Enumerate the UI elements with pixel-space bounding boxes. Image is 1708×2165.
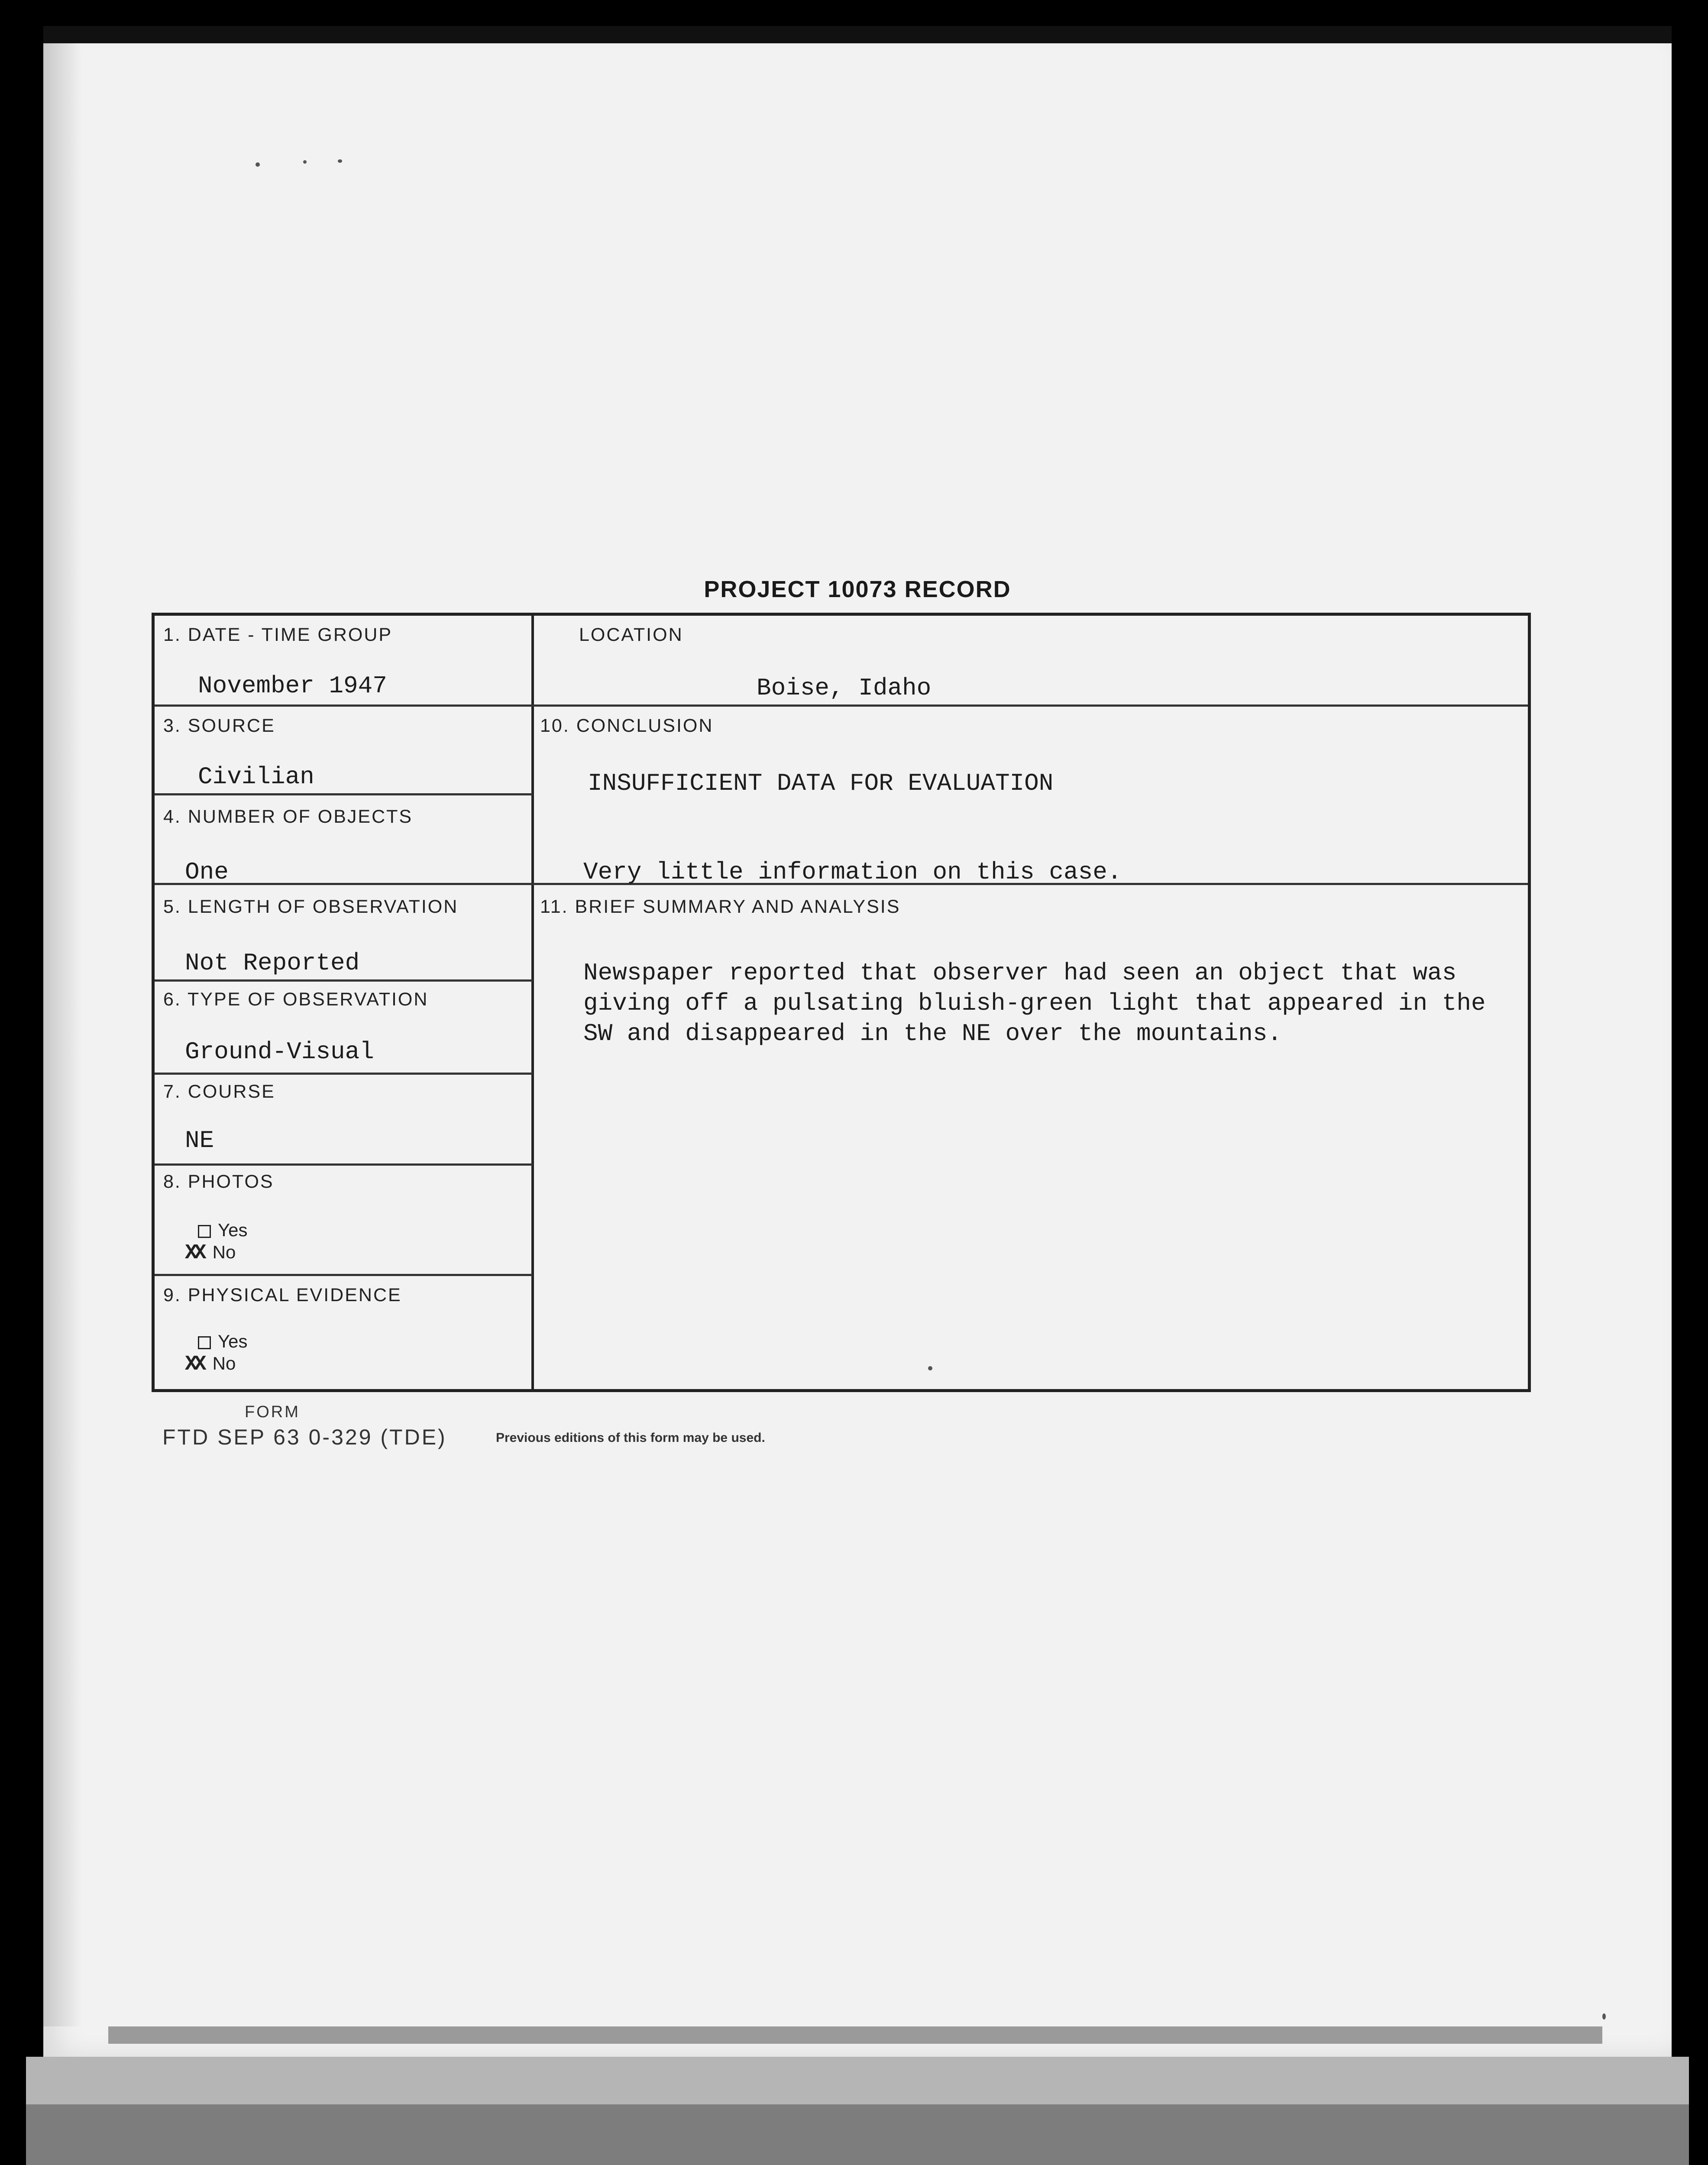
row-divider	[155, 979, 533, 982]
photos-no-mark: XX	[185, 1241, 203, 1265]
speck	[1602, 2013, 1606, 2020]
type-value: Ground-Visual	[185, 1038, 374, 1066]
summary-line: Newspaper reported that observer had seen an object that was	[583, 959, 1457, 987]
length-value: Not Reported	[185, 949, 360, 977]
summary-line: SW and disappeared in the NE over the mountains.	[583, 1020, 1282, 1047]
row-divider	[155, 793, 533, 795]
location-value: Boise, Idaho	[757, 674, 932, 702]
date-value: November 1947	[198, 672, 387, 700]
photos-no-text: No	[212, 1242, 236, 1262]
record-title: PROJECT 10073 RECORD	[704, 576, 1011, 602]
row-divider	[155, 1163, 533, 1166]
left-edge-shadow	[43, 43, 82, 2026]
row-divider	[155, 1274, 533, 1276]
form-id: FTD SEP 63 0-329 (TDE)	[162, 1425, 447, 1449]
conclusion-label: 10. CONCLUSION	[540, 715, 714, 736]
objects-value: One	[185, 858, 229, 886]
evidence-label: 9. PHYSICAL EVIDENCE	[163, 1285, 402, 1305]
record-form	[152, 613, 1531, 1392]
date-label: 1. DATE - TIME GROUP	[163, 624, 393, 645]
photos-yes-option	[198, 1220, 248, 1241]
conclusion-value: INSUFFICIENT DATA FOR EVALUATION	[588, 769, 1054, 797]
summary-text	[583, 958, 1553, 1049]
evidence-no-mark: XX	[185, 1353, 203, 1376]
location-label: LOCATION	[579, 624, 683, 645]
column-divider	[531, 616, 534, 1389]
evidence-yes-checkbox	[198, 1336, 211, 1349]
speck	[338, 159, 342, 163]
summary-line: giving off a pulsating bluish-green light that appeared in the	[583, 989, 1486, 1017]
course-label: 7. COURSE	[163, 1081, 275, 1102]
speck	[303, 160, 307, 164]
photos-label: 8. PHOTOS	[163, 1171, 274, 1192]
photos-yes-checkbox	[198, 1225, 211, 1238]
previous-editions-note: Previous editions of this form may be used.	[496, 1431, 765, 1445]
bottom-edge-shadow	[108, 2026, 1602, 2044]
scan-margin-light	[26, 2057, 1689, 2104]
length-label: 5. LENGTH OF OBSERVATION	[163, 896, 459, 917]
row-divider	[155, 704, 1528, 707]
photos-no-option	[185, 1241, 236, 1265]
top-edge	[43, 26, 1672, 43]
scan-margin	[26, 2057, 1689, 2165]
photos-yes-text: Yes	[218, 1220, 248, 1240]
objects-label: 4. NUMBER OF OBJECTS	[163, 806, 413, 827]
evidence-no-option	[185, 1353, 236, 1376]
form-word: FORM	[245, 1403, 300, 1421]
type-label: 6. TYPE OF OBSERVATION	[163, 989, 429, 1010]
conclusion-note: Very little information on this case.	[583, 858, 1122, 886]
source-label: 3. SOURCE	[163, 715, 275, 736]
source-value: Civilian	[198, 763, 314, 791]
evidence-yes-option	[198, 1331, 248, 1352]
speck	[256, 162, 260, 167]
summary-label: 11. BRIEF SUMMARY AND ANALYSIS	[540, 896, 901, 917]
course-value: NE	[185, 1127, 214, 1154]
row-divider	[155, 1073, 533, 1075]
evidence-no-text: No	[212, 1353, 236, 1373]
evidence-yes-text: Yes	[218, 1331, 248, 1351]
